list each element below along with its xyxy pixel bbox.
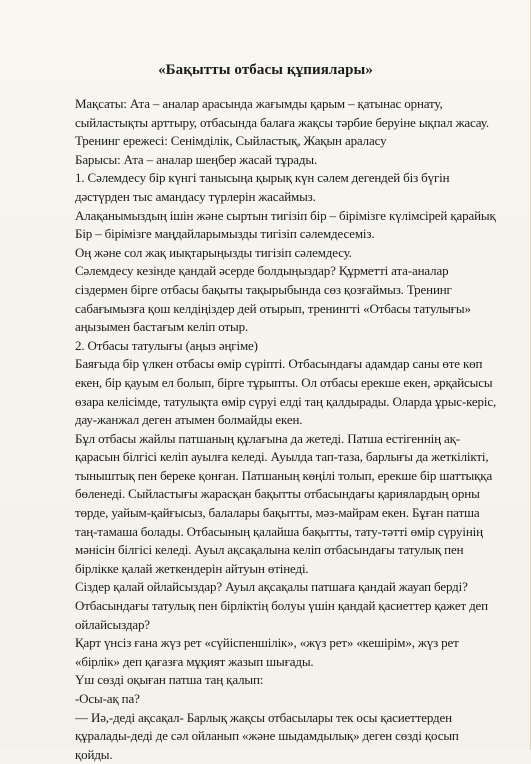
text-line: -Осы-ақ па? (75, 691, 140, 706)
text-line: бірлікке қалай жеткендерін айтуын өтінеді. (75, 560, 309, 576)
text-line: Отбасындағы татулық пен бірліктің болуы үшін қандай қасиеттер қажет деп (75, 598, 488, 614)
text-line: Тренинг ережесі: Сенімділік, Сыйластық, Жақын араласу (75, 133, 387, 149)
text-line: қойды. (75, 746, 113, 762)
text-line: төрде, уайым-қайғысыз, балалары бақытты, мәз-майрам екен. Бұған патша (75, 505, 480, 521)
text-line: 2. Отбасы татулығы (аңыз әңгіме) (75, 337, 258, 353)
text-line: Қарт үнсіз ғана жүз рет «сүйіспеншілік», «жүз рет» «кешірім», жүз рет (75, 635, 459, 651)
document-body (75, 95, 515, 764)
text-line: бөленеді. Сыйластығы жарасқан бақытты отбасындағы қариялардың орны (75, 486, 480, 502)
text-line: сыйластықты арттыру, отбасында балаға жақсы тәрбие беруіне ықпал жасау. (75, 114, 489, 130)
text-line: құралады-деді де сәл ойланып «және шыдамдылық» деген сөзді қосып (75, 728, 459, 744)
document-title: «Бақытты отбасы құпиялары» (158, 62, 373, 78)
text-line: Үш сөзді оқыған патша таң қалып: (75, 672, 264, 688)
text-line: ойлайсыздар? (75, 616, 150, 632)
text-line: Бір – бірімізге маңдайларымызды тигізіп сәлемдесеміз. (75, 226, 375, 242)
text-line: таң-тамаша болады. Отбасының қалайша бақытты, тату-тәтті өмір сүруінің (75, 523, 483, 539)
text-line: қарасын білгісі келіп ауылға келеді. Ауылда тап-таза, барлығы да жеткілікті, (75, 449, 489, 465)
text-line: өзара келісімде, татулықта өмір сүруі елді таң қалдырады. Оларда ұрыс-керіс, (75, 393, 497, 409)
text-line: тыныштық пен береке қонған. Патшаның көңілі толып, ерекше бір шаттыққа (75, 467, 493, 483)
text-line: «бірлік» деп қағазға мұқият жазып шығады. (75, 653, 314, 669)
text-line: 1. Сәлемдесу бір күнгі танысыңа қырық күн сәлем дегендей біз бүгін (75, 170, 450, 186)
text-line: Барысы: Ата – аналар шеңбер жасай тұрады. (75, 151, 318, 167)
text-line: Сәлемдесу кезінде қандай әсерде болдыңыздар? Құрметті ата-аналар (75, 263, 449, 279)
text-line: аңызымен бастағым келіп отыр. (75, 319, 249, 335)
text-line: екен, бір қауым ел болып, бірге тұрыпты. Ол отбасы ерекше екен, әрқайсысы (75, 374, 493, 390)
text-line: — Иә,-деді ақсақал- Барлық жақсы отбасылары тек осы қасиеттерден (75, 709, 452, 725)
text-line: Бұл отбасы жайлы патшаның құлағына да жетеді. Патша естігеннің ақ- (75, 430, 460, 446)
text-line: сіздермен бірге отбасы бақыты тақырыбында сөз қозғаймыз. Тренинг (75, 281, 452, 297)
text-line: Сіздер қалай ойлайсыздар? Ауыл ақсақалы патшаға қандай жауап берді? (75, 579, 468, 595)
text-line: Баяғыда бір үлкен отбасы өмір сүріпті. Отбасындағы адамдар саны өте көп (75, 356, 483, 372)
text-line: Мақсаты: Ата – аналар арасында жағымды қарым – қатынас орнату, (75, 96, 443, 111)
text-line: мәнісін білгісі келеді. Ауыл ақсақалына келіп отбасындағы татулық пен (75, 542, 464, 558)
text-line: дау-жанжал деген атымен болмайды екен. (75, 412, 303, 428)
text-line: сабағымызға қош келдіңіздер дей отырып, тренингті «Отбасы татулығы» (75, 300, 471, 316)
text-line: Оң және сол жақ иықтарыңызды тигізіп сәлемдесу. (75, 244, 352, 260)
text-line: дәстүрден тыс амандасу түрлерін жасаймыз. (75, 188, 316, 204)
text-line: Алақанымыздың ішін және сыртын тигізіп бір – бірімізге күлімсірей қарайық (75, 207, 496, 223)
